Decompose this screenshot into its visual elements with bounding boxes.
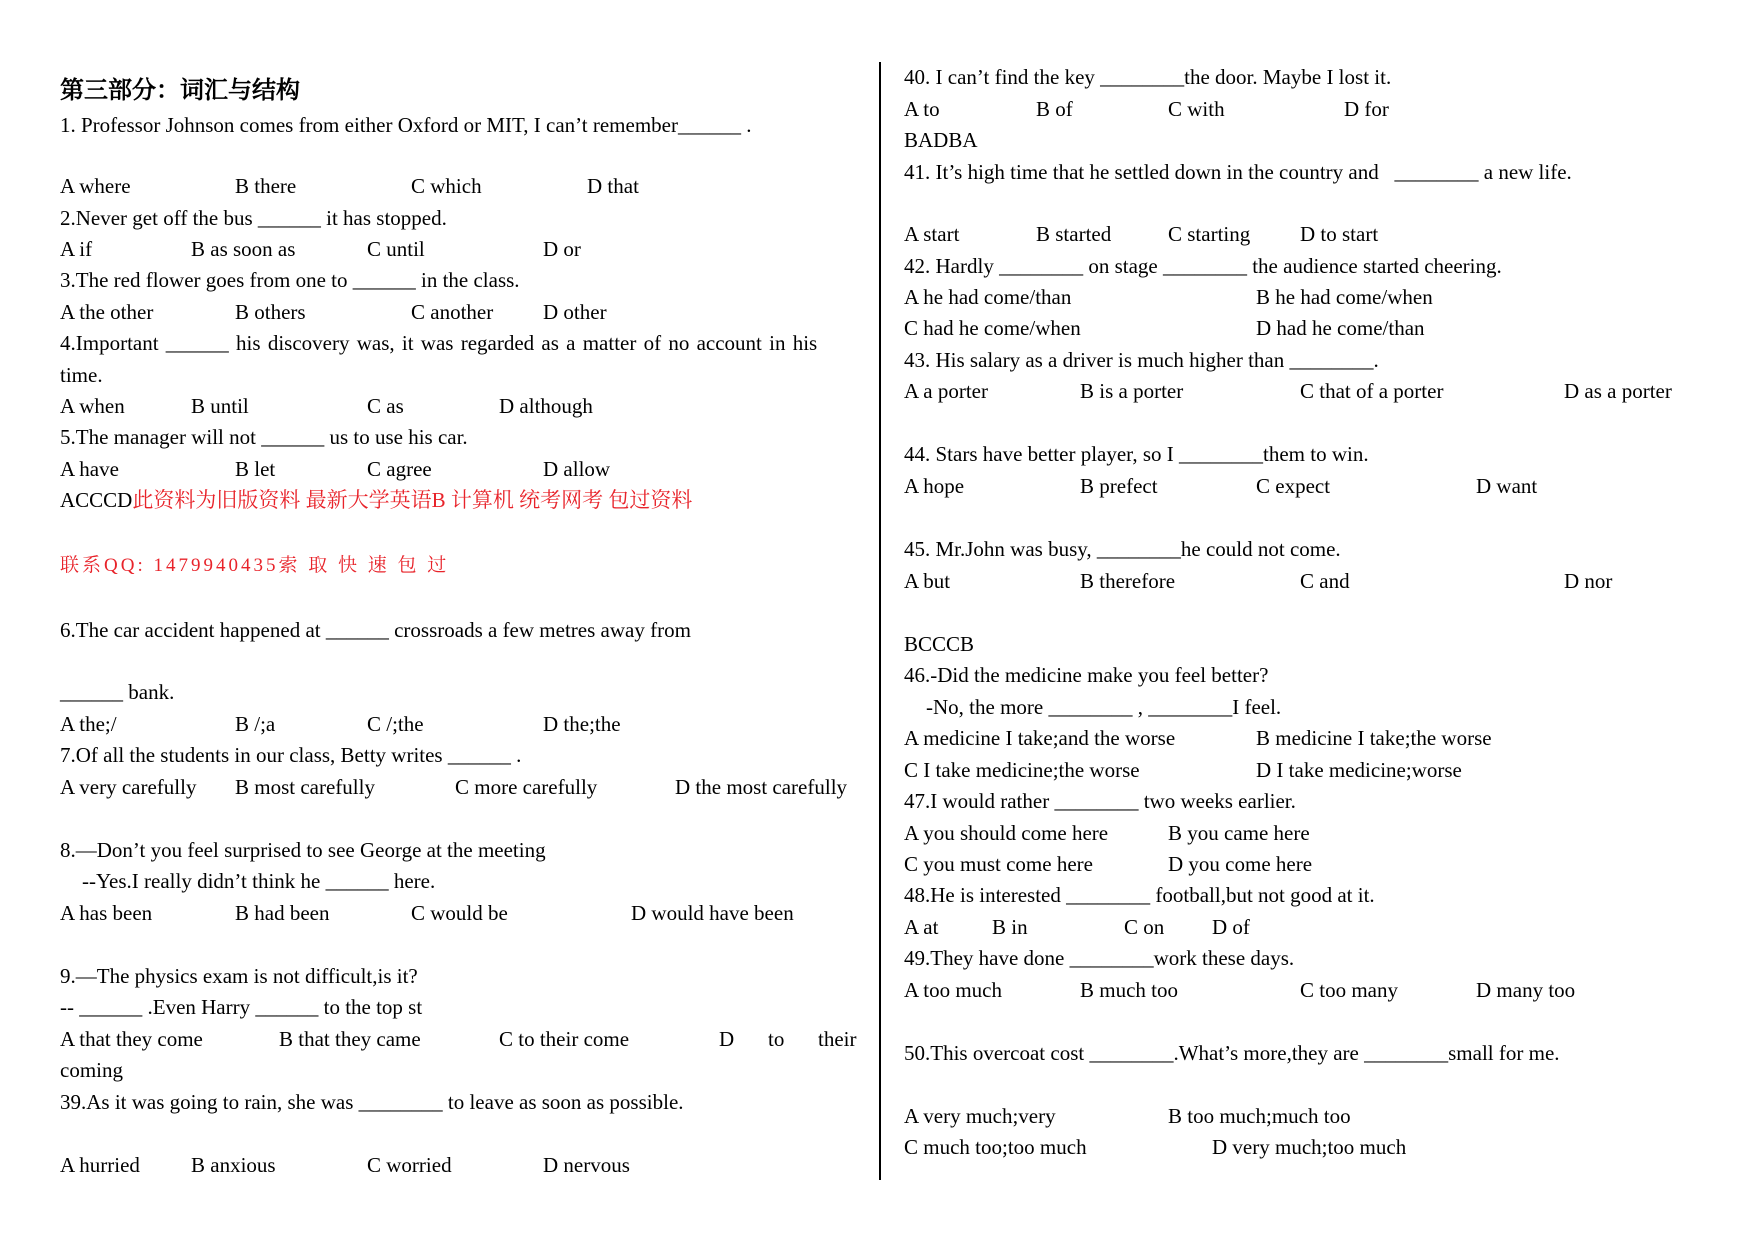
option-d: D nervous [543,1153,630,1177]
promo-text: 此资料为旧版资料 最新大学英语B 计算机 统考网考 包过资料 [132,488,693,512]
option-d: D nor [1564,569,1613,593]
option-c: C that of a porter [1300,379,1444,403]
option-a: A but [904,569,951,593]
option-d: D the;the [543,712,621,736]
option-d-word: to [768,1027,785,1051]
option-c: C expect [1256,474,1331,498]
option-c: C starting [1168,222,1251,246]
question-6: 6.The car accident happened at ______ crossroads a few metres away from [60,618,691,642]
option-b: B that they came [279,1027,421,1051]
option-c: C to their come [499,1027,630,1051]
option-d: D that [587,174,639,198]
option-a: A very much;very [904,1104,1056,1128]
option-d: D would have been [631,901,794,925]
option-c: C which [411,174,482,198]
option-d-word: their [818,1027,857,1051]
option-c: C on [1124,915,1165,939]
option-d: D the most carefully [675,775,848,799]
question-45: 45. Mr.John was busy, ________he could not come. [904,537,1341,561]
option-b: B is a porter [1080,379,1184,403]
option-d: D had he come/than [1256,316,1425,340]
option-c: C with [1168,97,1225,121]
option-c: C much too;too much [904,1135,1087,1159]
promo-contact: 联系QQ: 1479940435索 取 快 速 包 过 [60,555,450,576]
right-column [880,0,1754,1241]
question-42: 42. Hardly ________ on stage ________ the audience started cheering. [904,254,1502,278]
question-7: 7.Of all the students in our class, Betty writes ______ . [60,743,522,767]
option-a: A he had come/than [904,285,1072,309]
option-b: B therefore [1080,569,1176,593]
option-d: D although [499,394,593,418]
question-9-cont: -- ______ .Even Harry ______ to the top st [60,995,423,1019]
option-d: D as a porter [1564,379,1672,403]
option-b: B let [235,457,276,481]
answer-key: BADBA [904,128,978,152]
option-b: B others [235,300,306,324]
question-5: 5.The manager will not ______ us to use his car. [60,425,468,449]
option-b: B until [191,394,249,418]
question-1: 1. Professor Johnson comes from either Oxford or MIT, I can’t remember______ . [60,113,752,137]
option-a: A the other [60,300,154,324]
option-b: B much too [1080,978,1178,1002]
option-b: B of [1036,97,1073,121]
option-a: A the;/ [60,712,117,736]
option-d: D for [1344,97,1389,121]
option-b: B most carefully [235,775,375,799]
option-c: C another [411,300,494,324]
option-c: C as [367,394,404,418]
answer-key: ACCCD [60,488,133,512]
answer-key: BCCCB [904,632,975,656]
option-c: C and [1300,569,1350,593]
option-a: A a porter [904,379,988,403]
question-4: 4.Important ______ his discovery was, it was regarded as a matter of no account in his [60,331,818,355]
option-c: C you must come here [904,852,1093,876]
question-41: 41. It’s high time that he settled down in the country and ________ a new life. [904,160,1572,184]
option-a: A start [904,222,960,246]
option-d: D I take medicine;worse [1256,758,1462,782]
option-d: D allow [543,457,611,481]
option-b: B anxious [191,1153,276,1177]
question-9: 9.—The physics exam is not difficult,is it? [60,964,418,988]
option-b: B he had come/when [1256,285,1433,309]
option-b: B you came here [1168,821,1310,845]
question-39: 39.As it was going to rain, she was ________ to leave as soon as possible. [60,1090,684,1114]
question-49: 49.They have done ________work these days. [904,946,1295,970]
question-47: 47.I would rather ________ two weeks earlier. [904,789,1296,813]
question-44: 44. Stars have better player, so I ________them to win. [904,442,1369,466]
option-a: A too much [904,978,1002,1002]
option-d-letter: D [719,1027,735,1051]
option-c: C would be [411,901,508,925]
option-c: C agree [367,457,432,481]
option-b: B medicine I take;the worse [1256,726,1492,750]
option-a: A have [60,457,119,481]
option-d: D you come here [1168,852,1313,876]
option-d: D very much;too much [1212,1135,1407,1159]
option-a: A that they come [60,1027,203,1051]
option-a: A where [60,174,131,198]
option-c: C more carefully [455,775,598,799]
option-b: B too much;much too [1168,1104,1351,1128]
option-b: B started [1036,222,1112,246]
option-a: A when [60,394,125,418]
option-b: B there [235,174,297,198]
option-a: A hope [904,474,965,498]
question-6-cont: ______ bank. [60,680,175,704]
option-d-cont: coming [60,1058,123,1082]
option-c: C until [367,237,425,261]
question-3: 3.The red flower goes from one to ______ in the class. [60,268,520,292]
option-c: C /;the [367,712,424,736]
option-a: A at [904,915,939,939]
option-b: B /;a [235,712,276,736]
section-heading: 第三部分：词汇与结构 [60,76,300,104]
option-d: D or [543,237,581,261]
option-b: B prefect [1080,474,1158,498]
option-c: C I take medicine;the worse [904,758,1140,782]
option-a: A if [60,237,93,261]
option-a: A you should come here [904,821,1109,845]
option-b: B in [992,915,1028,939]
option-a: A to [904,97,940,121]
question-48: 48.He is interested ________ football,but not good at it. [904,883,1375,907]
option-c: C had he come/when [904,316,1081,340]
option-c: C too many [1300,978,1398,1002]
question-46: 46.-Did the medicine make you feel better? [904,663,1269,687]
question-43: 43. His salary as a driver is much higher than ________. [904,348,1379,372]
option-d: D of [1212,915,1250,939]
answer-key-line [60,487,692,513]
question-8: 8.—Don’t you feel surprised to see George at the meeting [60,838,546,862]
question-8-cont: --Yes.I really didn’t think he ______ here. [82,869,436,893]
option-d: D other [543,300,607,324]
question-40: 40. I can’t find the key ________the door. Maybe I lost it. [904,65,1392,89]
option-a: A hurried [60,1153,140,1177]
option-a: A very carefully [60,775,197,799]
option-b: B had been [235,901,330,925]
option-a: A medicine I take;and the worse [904,726,1176,750]
option-d: D want [1476,474,1538,498]
question-50: 50.This overcoat cost ________.What’s more,they are ________small for me. [904,1041,1560,1065]
question-46-cont: -No, the more ________ , ________I feel. [926,695,1282,719]
option-c: C worried [367,1153,452,1177]
option-b: B as soon as [191,237,296,261]
option-a: A has been [60,901,153,925]
option-d: D many too [1476,978,1576,1002]
option-d: D to start [1300,222,1379,246]
question-2: 2.Never get off the bus ______ it has stopped. [60,206,447,230]
question-4-cont: time. [60,363,103,387]
